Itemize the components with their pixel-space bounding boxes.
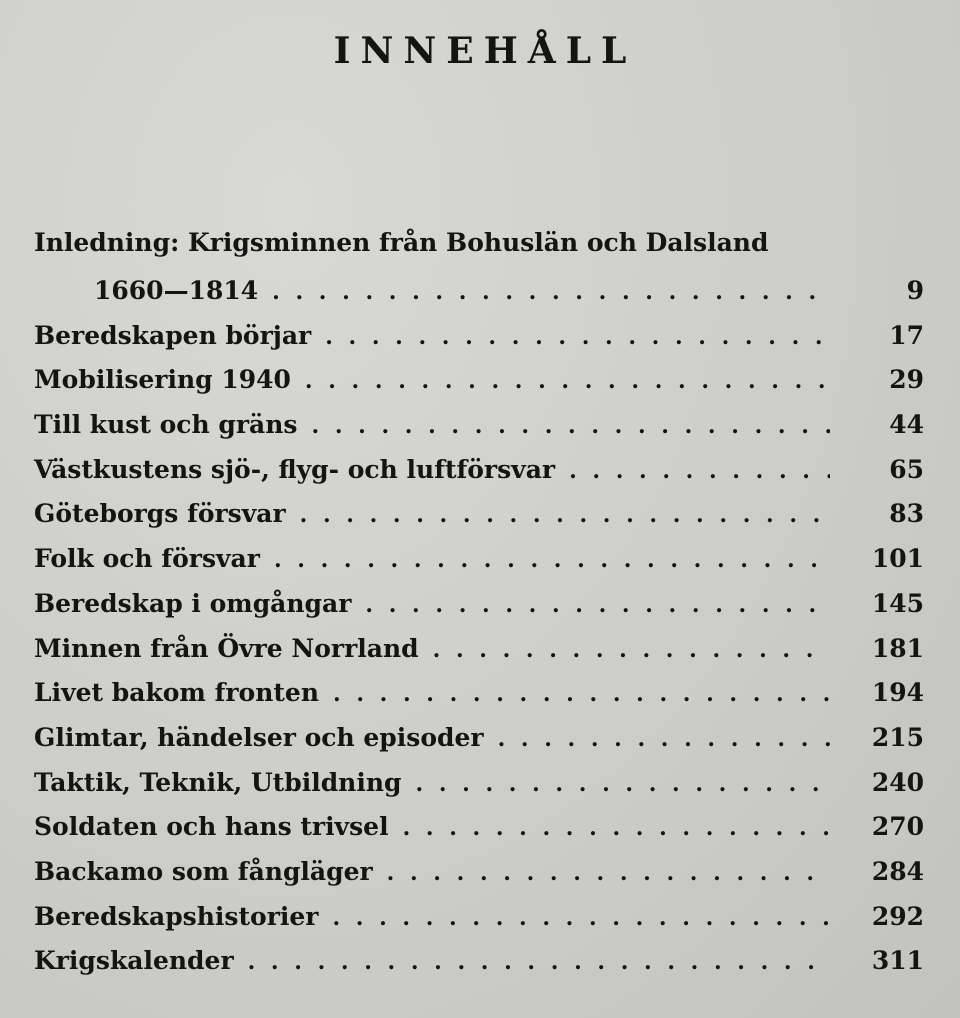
table-of-contents: [34, 228, 924, 991]
dot-leader: [312, 413, 830, 439]
dot-leader: [248, 949, 830, 975]
page-title: INNEHÅLL: [333, 30, 637, 72]
toc-entry-page: 181: [871, 633, 924, 663]
toc-entry: [34, 812, 924, 857]
toc-entry-page: 292: [871, 901, 924, 931]
toc-entry-title: Glimtar, händelser och episoder: [34, 722, 484, 752]
toc-entry-title: Mobilisering 1940: [34, 365, 291, 395]
toc-entry: [34, 365, 924, 410]
toc-entry-page: 9: [906, 276, 924, 305]
dot-leader: [387, 860, 830, 886]
dot-leader: [300, 502, 830, 528]
toc-entry-page: 65: [889, 454, 924, 484]
toc-entry-page: 215: [871, 722, 924, 752]
dot-leader: [569, 458, 830, 484]
toc-entry-page: 29: [889, 365, 924, 395]
toc-entry-title: Beredskap i omgångar: [34, 588, 352, 618]
toc-entry: [34, 768, 924, 813]
dot-leader: [365, 592, 830, 618]
toc-entry: [34, 946, 924, 991]
dot-leader: [274, 547, 830, 573]
toc-entry-title: Krigskalender: [34, 946, 234, 976]
toc-entry-title: Beredskapen börjar: [34, 320, 312, 350]
toc-entry: [34, 544, 924, 589]
toc-entry-page: 311: [871, 946, 924, 976]
toc-entry: [34, 499, 924, 544]
dot-leader: [333, 681, 830, 707]
dot-leader: [305, 368, 830, 394]
toc-entry: [34, 276, 924, 321]
toc-entry-title: Göteborgs försvar: [34, 499, 286, 529]
toc-entry-title: Soldaten och hans trivsel: [34, 812, 389, 842]
dot-leader: [272, 279, 830, 305]
toc-entry-page: 194: [871, 678, 924, 708]
toc-entry-title: Västkustens sjö-, flyg- och luftförsvar: [34, 454, 556, 484]
toc-entry-title: Inledning: Krigsminnen från Bohuslän och Dalsland: [34, 228, 769, 257]
toc-entry: [34, 589, 924, 634]
toc-entry-title: 1660—1814: [94, 276, 259, 305]
dot-leader: [433, 637, 830, 663]
toc-entry-page: 44: [889, 410, 924, 440]
toc-entry: [34, 455, 924, 500]
toc-entry-title: Minnen från Övre Norrland: [34, 633, 419, 663]
toc-entry: [34, 228, 924, 276]
toc-entry-page: 17: [889, 320, 924, 350]
dot-leader: [332, 905, 830, 931]
toc-entry-page: 270: [871, 812, 924, 842]
dot-leader: [498, 726, 830, 752]
toc-entry: [34, 678, 924, 723]
toc-entry: [34, 723, 924, 768]
dot-leader: [403, 815, 830, 841]
toc-entry: [34, 902, 924, 947]
toc-entry-page: 240: [871, 767, 924, 797]
toc-entry: [34, 410, 924, 455]
dot-leader: [325, 324, 830, 350]
toc-entry-title: Backamo som fångläger: [34, 856, 373, 886]
toc-entry-page: 145: [871, 588, 924, 618]
toc-entry-title: Folk och försvar: [34, 544, 260, 574]
toc-entry-title: Livet bakom fronten: [34, 678, 319, 708]
toc-entry-page: 83: [889, 499, 924, 529]
dot-leader: [416, 771, 830, 797]
toc-entry-title: Till kust och gräns: [34, 410, 298, 440]
toc-entry-page: 101: [871, 544, 924, 574]
toc-entry-title: Beredskapshistorier: [34, 901, 319, 931]
toc-entry: [34, 634, 924, 679]
toc-entry-title: Taktik, Teknik, Utbildning: [34, 767, 402, 797]
toc-entry-page: 284: [871, 856, 924, 886]
toc-entry: [34, 321, 924, 366]
toc-entry: [34, 857, 924, 902]
